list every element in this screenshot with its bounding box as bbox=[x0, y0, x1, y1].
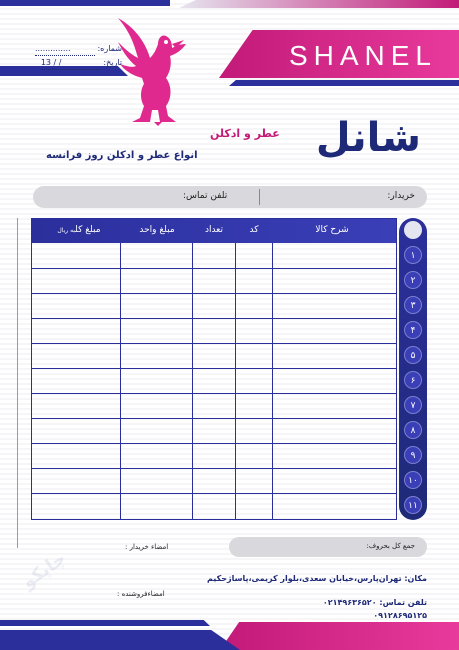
shop-address: مکان: تهران‌پارس،خیابان سعدی،بلوار کریمی،پاساژحکیم bbox=[207, 574, 427, 583]
row-number: ۳ bbox=[404, 296, 422, 314]
phone-2: ۰۹۱۲۸۶۹۵۱۲۵ bbox=[373, 611, 427, 620]
row-number-strip bbox=[399, 218, 427, 520]
table-row-line bbox=[32, 468, 396, 469]
header-blue-stripe bbox=[229, 80, 459, 86]
row-number: ۱ bbox=[404, 246, 422, 264]
header-total-unit: به ریال bbox=[57, 227, 76, 234]
buyer-info-bar bbox=[33, 186, 427, 208]
total-words-bar bbox=[229, 537, 427, 557]
phone-1: ۰۲۱۴۹۶۳۶۵۲۰ bbox=[322, 598, 377, 607]
number-date-block bbox=[32, 42, 122, 70]
brand-name-en: SHANEL bbox=[288, 40, 437, 71]
number-label: شماره: bbox=[97, 44, 122, 53]
header-unit-price: مبلغ واحد bbox=[139, 225, 175, 235]
row-number: ۹ bbox=[404, 446, 422, 464]
date-value[interactable]: / / 13 bbox=[41, 56, 101, 70]
footer-blue-band bbox=[0, 630, 240, 650]
top-pink-stripe bbox=[179, 0, 459, 8]
number-value[interactable]: .............. bbox=[35, 42, 95, 56]
buyer-label[interactable]: خریدار: bbox=[387, 191, 415, 201]
buyer-bar-divider bbox=[259, 189, 260, 205]
col-divider bbox=[272, 243, 273, 519]
row-number: ۲ bbox=[404, 271, 422, 289]
header-total bbox=[36, 225, 122, 235]
header-qty: تعداد bbox=[204, 225, 224, 235]
row-number: ۱۱ bbox=[404, 496, 422, 514]
table-row-line bbox=[32, 268, 396, 269]
table-row-line bbox=[32, 418, 396, 419]
header-code: کد bbox=[249, 225, 259, 235]
footer-blue-stripe bbox=[0, 620, 210, 626]
header-description: شرح کالا bbox=[315, 225, 349, 235]
row-number: ۴ bbox=[404, 321, 422, 339]
total-words-label[interactable]: جمع کل بحروف: bbox=[366, 542, 415, 550]
col-divider bbox=[235, 243, 236, 519]
row-number: ۵ bbox=[404, 346, 422, 364]
shop-subtitle: عطر و ادکلن bbox=[210, 127, 280, 140]
footer-pink-band bbox=[220, 622, 459, 650]
watermark: چاپکو bbox=[18, 548, 70, 593]
date-row bbox=[32, 56, 122, 70]
header-total-label: مبلغ کل bbox=[75, 225, 101, 235]
table-row-line bbox=[32, 318, 396, 319]
table-row-line bbox=[32, 293, 396, 294]
date-label: تاریخ: bbox=[103, 58, 122, 67]
seller-signature-label: امضاءفروشنده : bbox=[117, 590, 165, 598]
phone-label: تلفن تماس: bbox=[379, 598, 427, 607]
table-row-line bbox=[32, 443, 396, 444]
shop-title: شانل bbox=[315, 115, 421, 161]
row-number-top-dot bbox=[404, 221, 422, 239]
number-row bbox=[32, 42, 122, 56]
row-number: ۸ bbox=[404, 421, 422, 439]
shop-tagline: انواع عطر و ادکلن روز فرانسه bbox=[46, 150, 198, 161]
col-divider bbox=[192, 243, 193, 519]
bird-logo-icon bbox=[110, 14, 192, 132]
left-margin-rule bbox=[17, 218, 18, 548]
items-table bbox=[31, 218, 397, 520]
row-number: ۷ bbox=[404, 396, 422, 414]
top-blue-stripe bbox=[0, 0, 170, 6]
shop-phones bbox=[167, 596, 427, 622]
buyer-phone-label[interactable]: تلفن تماس: bbox=[183, 191, 228, 201]
table-row-line bbox=[32, 368, 396, 369]
col-divider bbox=[120, 243, 121, 519]
table-row-line bbox=[32, 343, 396, 344]
table-row-line bbox=[32, 493, 396, 494]
table-header bbox=[32, 219, 396, 243]
row-number: ۶ bbox=[404, 371, 422, 389]
table-row-line bbox=[32, 393, 396, 394]
buyer-signature-label: امضاء خریدار : bbox=[125, 543, 169, 551]
row-number: ۱۰ bbox=[404, 471, 422, 489]
